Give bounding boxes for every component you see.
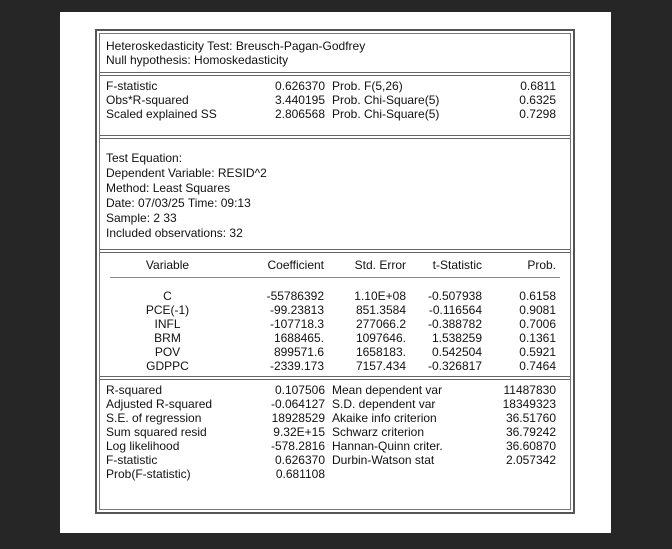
coef-cell: -0.388782 [427, 317, 482, 331]
section-divider [100, 249, 570, 253]
test-value: 0.626370 [274, 79, 325, 93]
stat-value: 2.057342 [505, 453, 556, 467]
test-label: F-statistic [106, 79, 158, 93]
equation-info-line: Dependent Variable: RESID^2 [106, 166, 267, 180]
equation-info-line: Included observations: 32 [106, 226, 243, 240]
stat-label: Hannan-Quinn criter. [332, 439, 443, 453]
prob-value: 0.7298 [519, 107, 556, 121]
column-header: Variable [145, 258, 190, 272]
coef-cell: 0.6158 [519, 289, 556, 303]
prob-label: Prob. Chi-Square(5) [332, 107, 440, 121]
stat-value: -578.2816 [270, 439, 325, 453]
document-page [60, 12, 611, 533]
variable-name: POV [154, 345, 181, 359]
output-table-inner [99, 33, 571, 510]
coef-cell: -2339.173 [269, 359, 324, 373]
null-hypothesis: Null hypothesis: Homoskedasticity [106, 53, 289, 67]
coef-cell: 0.5921 [519, 345, 556, 359]
equation-info-line: Method: Least Squares [106, 181, 231, 195]
stat-value: 11487830 [503, 383, 556, 397]
coef-cell: 851.3584 [355, 303, 406, 317]
output-table [95, 29, 575, 514]
variable-name: C [163, 289, 172, 303]
prob-value: 0.6325 [519, 93, 556, 107]
variable-name: GDPPC [146, 359, 189, 373]
column-header: Coefficient [267, 258, 324, 272]
stat-value: -0.064127 [270, 397, 325, 411]
header-rule [110, 277, 560, 278]
stat-label: Schwarz criterion [332, 425, 425, 439]
variable-name: BRM [154, 331, 181, 345]
stat-value: 36.79242 [505, 425, 556, 439]
coef-cell: -0.507938 [427, 289, 482, 303]
stat-label: Sum squared resid [106, 425, 207, 439]
coef-cell: 0.7006 [519, 317, 556, 331]
stat-value: 0.626370 [274, 453, 325, 467]
variable-name: INFL [154, 317, 181, 331]
coef-cell: -107718.3 [269, 317, 324, 331]
test-label: Scaled explained SS [106, 107, 217, 121]
prob-label: Prob. Chi-Square(5) [332, 93, 440, 107]
coef-cell: 0.9081 [519, 303, 556, 317]
section-divider [100, 135, 570, 139]
coef-cell: 1688465. [273, 331, 324, 345]
test-value: 3.440195 [274, 93, 325, 107]
stat-value: 0.107506 [274, 383, 325, 397]
coef-cell: 0.542504 [431, 345, 482, 359]
coef-cell: 0.7464 [519, 359, 556, 373]
section-divider [100, 376, 570, 380]
stat-label: R-squared [106, 383, 163, 397]
coef-cell: 277066.2 [355, 317, 406, 331]
coef-cell: 1.538259 [431, 331, 482, 345]
equation-info-line: Date: 07/03/25 Time: 09:13 [106, 196, 251, 210]
section-divider [100, 72, 570, 76]
stat-value: 9.32E+15 [273, 425, 325, 439]
column-header: t-Statistic [432, 258, 482, 272]
test-value: 2.806568 [274, 107, 325, 121]
equation-info-line: Sample: 2 33 [106, 211, 177, 225]
stat-label: F-statistic [106, 453, 158, 467]
coef-cell: -55786392 [266, 289, 324, 303]
test-label: Obs*R-squared [106, 93, 189, 107]
stat-label: Adjusted R-squared [106, 397, 213, 411]
stat-label: S.D. dependent var [332, 397, 436, 411]
stat-value: 36.60870 [505, 439, 556, 453]
stat-label: Akaike info criterion [332, 411, 437, 425]
coef-cell: 899571.6 [273, 345, 324, 359]
prob-value: 0.6811 [520, 79, 556, 93]
stat-label: S.E. of regression [106, 411, 202, 425]
variable-name: PCE(-1) [145, 303, 190, 317]
stat-label: Durbin-Watson stat [332, 453, 435, 467]
test-title: Heteroskedasticity Test: Breusch-Pagan-Godfrey [106, 39, 366, 53]
coef-cell: -99.23813 [269, 303, 324, 317]
coef-cell: 0.1361 [519, 331, 556, 345]
stat-value: 18928529 [271, 411, 325, 425]
stat-value: 18349323 [502, 397, 556, 411]
stat-label: Mean dependent var [332, 383, 443, 397]
coef-cell: -0.326817 [427, 359, 482, 373]
column-header: Prob. [527, 258, 556, 272]
column-header: Std. Error [354, 258, 406, 272]
stat-value: 36.51760 [505, 411, 556, 425]
equation-info-line: Test Equation: [106, 151, 183, 165]
coef-cell: 1.10E+08 [354, 289, 406, 303]
coef-cell: 1097646. [355, 331, 406, 345]
stat-label: Log likelihood [106, 439, 180, 453]
stat-label: Prob(F-statistic) [106, 467, 191, 481]
stat-value: 0.681108 [275, 467, 325, 481]
coef-cell: -0.116564 [428, 303, 482, 317]
coef-cell: 1658183. [355, 345, 406, 359]
coef-cell: 7157.434 [355, 359, 406, 373]
prob-label: Prob. F(5,26) [332, 79, 403, 93]
